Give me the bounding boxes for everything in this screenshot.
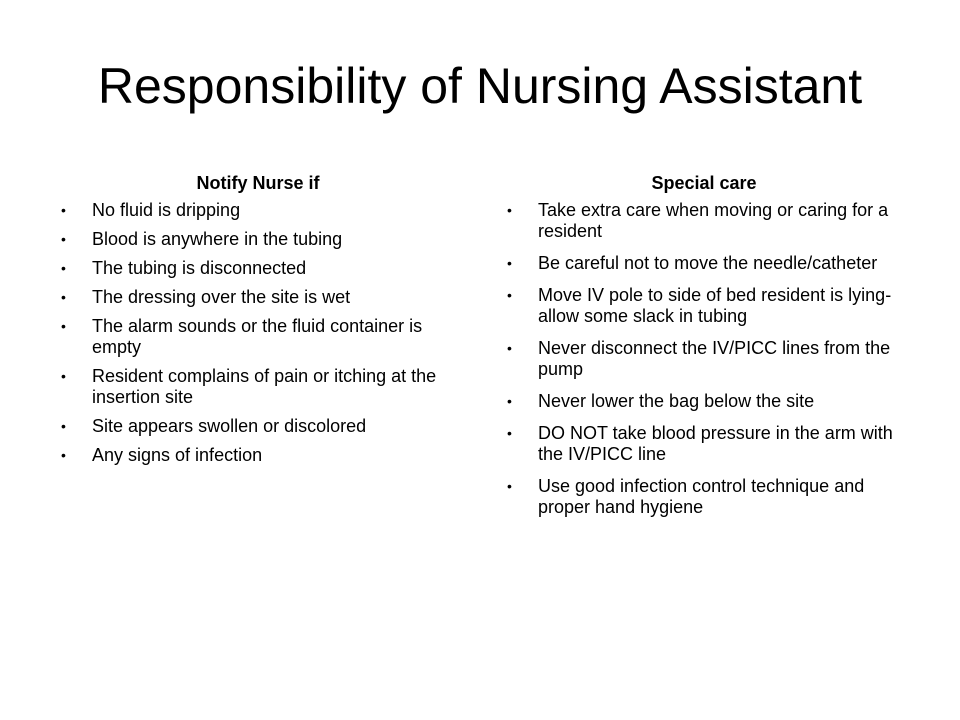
list-item bbox=[48, 366, 468, 408]
notify-nurse-column bbox=[48, 172, 468, 474]
list-item bbox=[494, 476, 914, 518]
bullet-dot-icon: • bbox=[61, 202, 66, 218]
bullet-dot-icon: • bbox=[507, 202, 512, 218]
bullet-dot-icon: • bbox=[507, 393, 512, 409]
list-item-text: The dressing over the site is wet bbox=[92, 287, 351, 307]
special-care-column bbox=[494, 172, 914, 529]
bullet-dot-icon: • bbox=[61, 368, 66, 384]
bullet-dot-icon: • bbox=[507, 287, 512, 303]
bullet-dot-icon: • bbox=[61, 318, 66, 334]
list-item bbox=[48, 200, 468, 221]
list-item-text: Move IV pole to side of bed resident is lying- allow some slack in tubing bbox=[538, 285, 892, 326]
list-item-text: Never lower the bag below the site bbox=[538, 391, 815, 411]
bullet-dot-icon: • bbox=[507, 425, 512, 441]
list-item-text: Use good infection control technique and proper hand hygiene bbox=[538, 476, 865, 517]
notify-nurse-list bbox=[48, 200, 468, 466]
list-item-text: Be careful not to move the needle/catheter bbox=[538, 253, 878, 273]
list-item bbox=[48, 229, 468, 250]
list-item bbox=[48, 445, 468, 466]
list-item-text: No fluid is dripping bbox=[92, 200, 241, 220]
bullet-dot-icon: • bbox=[507, 340, 512, 356]
list-item-text: Take extra care when moving or caring for a resident bbox=[538, 200, 889, 241]
list-item bbox=[48, 258, 468, 279]
special-care-list bbox=[494, 200, 914, 518]
list-item bbox=[494, 285, 914, 327]
list-item-text: Resident complains of pain or itching at the insertion site bbox=[92, 366, 437, 407]
list-item-text: DO NOT take blood pressure in the arm with the IV/PICC line bbox=[538, 423, 893, 464]
list-item-text: Site appears swollen or discolored bbox=[92, 416, 367, 436]
list-item bbox=[494, 253, 914, 274]
list-item bbox=[494, 338, 914, 380]
list-item-text: Any signs of infection bbox=[92, 445, 263, 465]
list-item bbox=[48, 316, 468, 358]
bullet-dot-icon: • bbox=[61, 231, 66, 247]
list-item-text: Blood is anywhere in the tubing bbox=[92, 229, 343, 249]
list-item-text: The alarm sounds or the fluid container is empty bbox=[92, 316, 423, 357]
notify-nurse-heading: Notify Nurse if bbox=[196, 173, 320, 193]
bullet-dot-icon: • bbox=[61, 289, 66, 305]
special-care-heading: Special care bbox=[651, 173, 757, 193]
list-item-text: Never disconnect the IV/PICC lines from the pump bbox=[538, 338, 891, 379]
list-item bbox=[494, 200, 914, 242]
list-item bbox=[494, 423, 914, 465]
list-item bbox=[494, 391, 914, 412]
bullet-dot-icon: • bbox=[507, 478, 512, 494]
bullet-dot-icon: • bbox=[61, 418, 66, 434]
list-item-text: The tubing is disconnected bbox=[92, 258, 307, 278]
bullet-dot-icon: • bbox=[61, 260, 66, 276]
bullet-dot-icon: • bbox=[507, 255, 512, 271]
slide-title: Responsibility of Nursing Assistant bbox=[97, 58, 863, 114]
bullet-dot-icon: • bbox=[61, 447, 66, 463]
list-item bbox=[48, 287, 468, 308]
list-item bbox=[48, 416, 468, 437]
